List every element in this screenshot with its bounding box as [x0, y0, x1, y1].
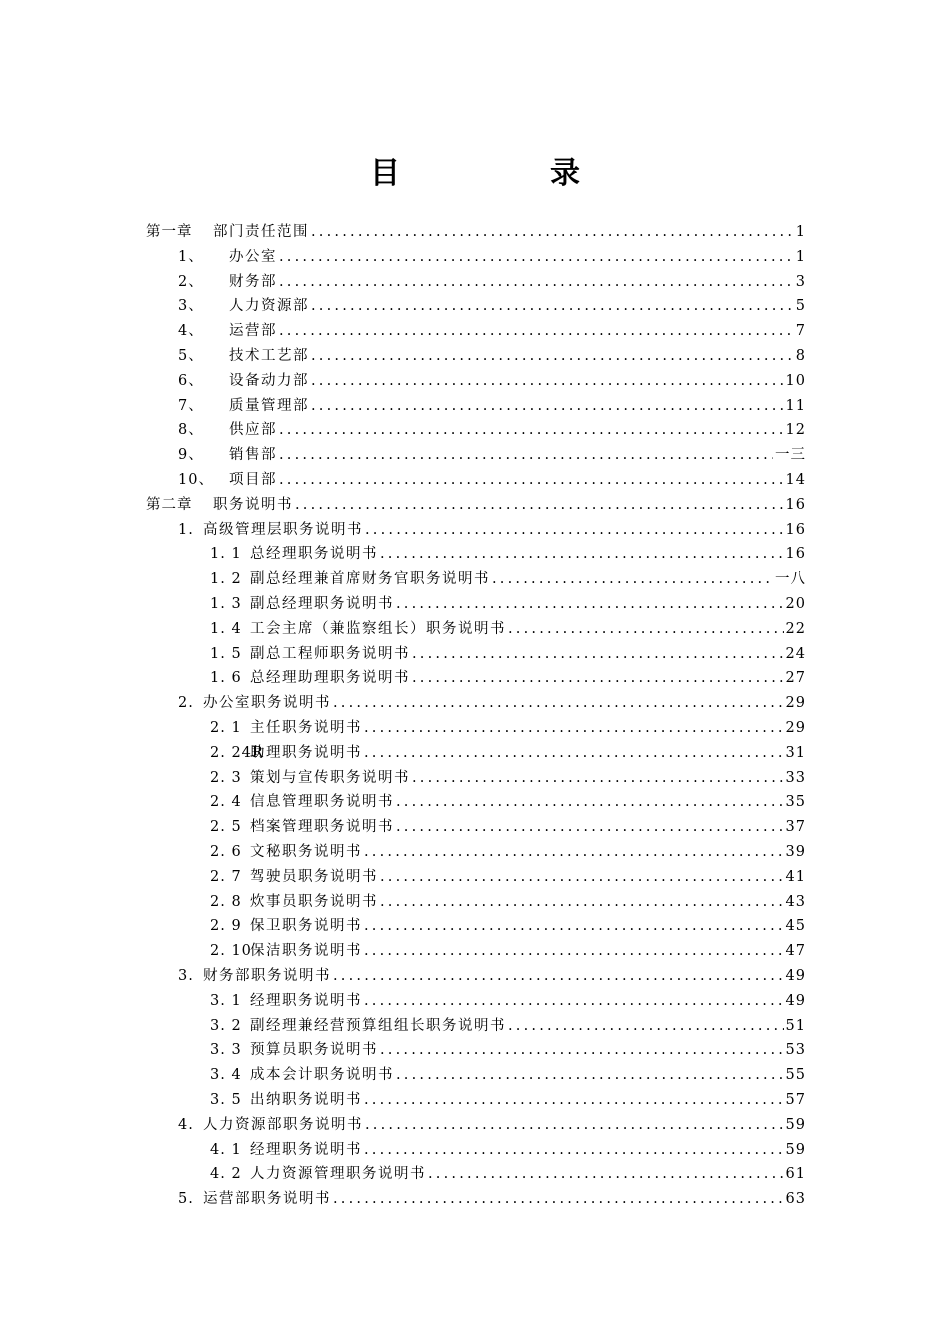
toc-entry[interactable] [0, 617, 806, 642]
toc-entry-number: 2. 5 [210, 819, 242, 836]
toc-entry-page: 一八 [775, 571, 806, 588]
toc-entry-title: 技术工艺部 [229, 348, 309, 364]
toc-dot-leader [492, 567, 773, 592]
toc-entry-page: 61 [785, 1166, 806, 1183]
toc-entry[interactable] [0, 666, 806, 691]
toc-entry-page: 55 [785, 1067, 806, 1084]
toc-entry[interactable] [0, 1138, 806, 1163]
toc-entry-page: 29 [785, 695, 806, 712]
toc-entry-title: 运营部职务说明书 [203, 1191, 331, 1208]
toc-entry[interactable] [0, 865, 806, 890]
toc-entry-page: 7 [795, 323, 806, 340]
toc-entry-number: 2. 7 [210, 868, 242, 885]
toc-entry-page: 8 [795, 348, 806, 364]
toc-entry-title: 文秘职务说明书 [250, 844, 362, 860]
toc-entry-page: 49 [785, 968, 806, 984]
toc-entry-number: 2. 1 [210, 720, 242, 736]
toc-dot-leader [412, 666, 784, 691]
toc-entry-number: 1. 2 [210, 571, 242, 588]
toc-entry-page: 16 [785, 546, 806, 563]
toc-entry-page: 14 [785, 472, 806, 488]
toc-entry-title: 办公室职务说明书 [203, 695, 331, 712]
toc-dot-leader [333, 1187, 784, 1212]
toc-entry-title: 部门责任范围 [213, 224, 309, 240]
toc-entry[interactable] [0, 1113, 806, 1138]
toc-entry-title: 策划与宣传职务说明书 [250, 769, 410, 786]
toc-entry[interactable] [0, 245, 806, 270]
toc-entry-number: 2. 9 [210, 918, 242, 935]
toc-dot-leader [279, 270, 794, 295]
toc-entry-page: 59 [785, 1116, 806, 1133]
toc-entry-page: 63 [785, 1191, 806, 1208]
toc-dot-leader [365, 518, 784, 543]
toc-entry-number: 3. 2 [210, 1017, 242, 1034]
toc-entry-page: 1 [795, 224, 806, 240]
toc-entry-title: 保卫职务说明书 [250, 918, 362, 935]
page-title: 目 录 [370, 156, 640, 191]
toc-entry[interactable] [0, 468, 806, 493]
toc-entry-page: 22 [785, 620, 806, 637]
toc-entry-page: 27 [785, 670, 806, 687]
toc-entry-title: 经理职务说明书 [250, 992, 362, 1009]
toc-entry[interactable] [0, 418, 806, 443]
toc-entry-title: 副总经理兼首席财务官职务说明书 [250, 571, 490, 588]
toc-dot-leader [295, 493, 784, 518]
toc-entry-number: 5、 [178, 348, 204, 364]
toc-entry-number: 7、 [178, 397, 204, 414]
toc-entry-title: 主任职务说明书 [250, 720, 362, 736]
toc-entry[interactable] [0, 766, 806, 791]
toc-dot-leader [333, 964, 784, 989]
toc-dot-leader [364, 939, 784, 964]
toc-dot-leader [380, 1038, 784, 1063]
toc-entry-title: 办公室 [229, 248, 277, 265]
toc-entry-title: 信息管理职务说明书 [250, 794, 394, 811]
toc-entry-number: 9、 [178, 447, 204, 464]
toc-entry[interactable] [0, 1038, 806, 1063]
toc-dot-leader [364, 1088, 784, 1113]
toc-entry-number: 3. [178, 968, 194, 984]
toc-entry-title: 质量管理部 [229, 397, 309, 414]
toc-entry[interactable] [0, 270, 806, 295]
toc-entry-number: 2. 6 [210, 844, 242, 860]
toc-dot-leader [364, 1138, 784, 1163]
toc-entry-page: 53 [785, 1042, 806, 1059]
toc-entry-number: 1. 5 [210, 645, 242, 662]
toc-dot-leader [311, 344, 794, 369]
toc-entry-title: 职务说明书 [213, 496, 293, 513]
toc-entry-page: 51 [785, 1017, 806, 1034]
toc-entry-number: 3. 1 [210, 992, 242, 1009]
toc-entry[interactable] [0, 741, 806, 766]
toc-entry[interactable] [0, 914, 806, 939]
toc-dot-leader [311, 369, 784, 394]
toc-entry-title: 总经理职务说明书 [250, 546, 378, 563]
toc-entry[interactable] [0, 493, 806, 518]
toc-dot-leader [396, 815, 784, 840]
toc-entry[interactable] [0, 691, 806, 716]
toc-dot-leader [396, 592, 784, 617]
toc-entry-title: 成本会计职务说明书 [250, 1067, 394, 1084]
toc-entry-page: 一三 [775, 447, 806, 464]
toc-entry[interactable] [0, 1187, 806, 1212]
toc-entry-number: 2. 3 [210, 769, 242, 786]
toc-entry[interactable] [0, 319, 806, 344]
toc-dot-leader [412, 642, 784, 667]
toc-entry-page: 16 [785, 496, 806, 513]
toc-entry-number: 1. 1 [210, 546, 242, 563]
toc-entry[interactable] [0, 294, 806, 319]
toc-dot-leader [311, 394, 784, 419]
toc-entry-number: 5. [178, 1191, 194, 1208]
toc-entry-page: 1 [795, 248, 806, 265]
toc-entry-page: 37 [785, 819, 806, 836]
toc-entry[interactable] [0, 989, 806, 1014]
toc-entry-page: 49 [785, 992, 806, 1009]
toc-entry-number: 1. 3 [210, 596, 242, 612]
toc-entry-page: 24 [785, 645, 806, 662]
toc-entry-title: 预算员职务说明书 [250, 1042, 378, 1059]
toc-entry-number: 1、 [178, 248, 204, 265]
toc-entry-number: 3、 [178, 298, 204, 315]
toc-entry-number: 第二章 [146, 496, 193, 513]
toc-entry-number: 2. 24R [210, 744, 264, 761]
toc-dot-leader [279, 319, 794, 344]
toc-entry-page: 47 [785, 943, 806, 960]
toc-entry[interactable] [0, 592, 806, 617]
toc-entry-title: 人力资源部职务说明书 [203, 1116, 363, 1133]
toc-dot-leader [396, 1063, 784, 1088]
toc-entry-title: 炊事员职务说明书 [250, 893, 378, 910]
toc-entry-title: 运营部 [229, 323, 277, 340]
toc-entry[interactable] [0, 790, 806, 815]
toc-entry-title: 副总经理职务说明书 [250, 596, 394, 612]
toc-entry-page: 20 [785, 596, 806, 612]
toc-entry[interactable] [0, 443, 806, 468]
toc-entry-number: 1. [178, 521, 194, 538]
toc-entry-title: 财务部 [229, 273, 277, 290]
toc-dot-leader [279, 443, 773, 468]
toc-entry[interactable] [0, 1014, 806, 1039]
toc-entry[interactable] [0, 344, 806, 369]
toc-entry-title: 总经理助理职务说明书 [250, 670, 410, 687]
toc-dot-leader [279, 468, 784, 493]
toc-entry-title: 人力资源管理职务说明书 [250, 1166, 426, 1183]
toc-entry-title: 高级管理层职务说明书 [203, 521, 363, 538]
toc-entry-title: 财务部职务说明书 [203, 968, 331, 984]
toc-dot-leader [412, 766, 784, 791]
toc-entry-number: 4. 2 [210, 1166, 242, 1183]
toc-entry-number: 2. [178, 695, 194, 712]
toc-dot-leader [311, 294, 794, 319]
toc-dot-leader [311, 220, 794, 245]
toc-dot-leader [380, 542, 784, 567]
toc-entry-page: 41 [785, 868, 806, 885]
toc-entry-page: 57 [785, 1092, 806, 1108]
toc-dot-leader [364, 914, 784, 939]
toc-entry-number: 2. 4 [210, 794, 242, 811]
toc-entry[interactable] [0, 716, 806, 741]
toc-entry-page: 12 [785, 422, 806, 439]
toc-entry-number: 1. 4 [210, 620, 242, 637]
toc-entry-title: 设备动力部 [229, 372, 309, 389]
toc-entry-page: 5 [795, 298, 806, 315]
toc-dot-leader [364, 840, 784, 865]
toc-entry-title: 经理职务说明书 [250, 1141, 362, 1158]
toc-dot-leader [365, 1113, 784, 1138]
toc-entry-number: 2、 [178, 273, 204, 290]
toc-entry-title: 供应部 [229, 422, 277, 439]
toc-entry-title: 人力资源部 [229, 298, 309, 315]
toc-entry-page: 10 [785, 372, 806, 389]
toc-entry-number: 2. 8 [210, 893, 242, 910]
toc-entry[interactable] [0, 642, 806, 667]
toc-entry[interactable] [0, 567, 806, 592]
toc-entry-title: 副总工程师职务说明书 [250, 645, 410, 662]
toc-entry-page: 45 [785, 918, 806, 935]
toc-entry-title: 助理职务说明书 [250, 744, 362, 761]
toc-dot-leader [396, 790, 784, 815]
toc-entry-page: 31 [785, 744, 806, 761]
toc-entry-number: 6、 [178, 372, 204, 389]
toc-dot-leader [364, 741, 784, 766]
toc-entry-title: 销售部 [229, 447, 277, 464]
toc-dot-leader [364, 716, 784, 741]
toc-entry[interactable] [0, 518, 806, 543]
toc-entry-page: 16 [785, 521, 806, 538]
toc-entry[interactable] [0, 890, 806, 915]
toc-entry-page: 3 [795, 273, 806, 290]
toc-dot-leader [279, 418, 784, 443]
toc-entry[interactable] [0, 939, 806, 964]
toc-entry-title: 项目部 [229, 472, 277, 488]
toc-dot-leader [364, 989, 784, 1014]
toc-entry-page: 59 [785, 1141, 806, 1158]
toc-entry-page: 33 [785, 769, 806, 786]
toc-entry-page: 39 [785, 844, 806, 860]
toc-dot-leader [508, 1014, 784, 1039]
toc-entry-number: 3. 3 [210, 1042, 242, 1059]
toc-entry[interactable] [0, 840, 806, 865]
toc-entry-page: 35 [785, 794, 806, 811]
toc-dot-leader [428, 1162, 784, 1187]
toc-dot-leader [508, 617, 784, 642]
toc-entry[interactable] [0, 1162, 806, 1187]
toc-entry[interactable] [0, 394, 806, 419]
toc-entry-number: 2. 10 [210, 943, 252, 960]
toc-entry-number: 4. 1 [210, 1141, 242, 1158]
toc-entry-number: 1. 6 [210, 670, 242, 687]
toc-entry[interactable] [0, 542, 806, 567]
toc-entry[interactable] [0, 369, 806, 394]
toc-entry-number: 4. [178, 1116, 194, 1133]
toc-entry-title: 档案管理职务说明书 [250, 819, 394, 836]
toc-entry-number: 8、 [178, 422, 204, 439]
toc-entry-title: 保洁职务说明书 [250, 943, 362, 960]
toc-entry-number: 10、 [178, 472, 214, 488]
toc-entry-title: 工会主席（兼监察组长）职务说明书 [250, 620, 506, 637]
toc-entry[interactable] [0, 964, 806, 989]
toc-entry[interactable] [0, 1088, 806, 1113]
toc-entry[interactable] [0, 1063, 806, 1088]
toc-entry-number: 4、 [178, 323, 204, 340]
toc-dot-leader [380, 865, 784, 890]
toc-entry[interactable] [0, 815, 806, 840]
toc-entry-page: 11 [785, 397, 806, 414]
toc-entry-title: 出纳职务说明书 [250, 1092, 362, 1108]
toc-dot-leader [279, 245, 794, 270]
toc-entry-page: 43 [785, 893, 806, 910]
toc-entry-page: 29 [785, 720, 806, 736]
toc-entry-title: 副经理兼经营预算组组长职务说明书 [250, 1017, 506, 1034]
toc-entry-number: 3. 5 [210, 1092, 242, 1108]
toc-entry-title: 驾驶员职务说明书 [250, 868, 378, 885]
toc-dot-leader [333, 691, 784, 716]
toc-entry[interactable] [0, 220, 806, 245]
toc-entry-number: 第一章 [146, 224, 193, 240]
toc-dot-leader [380, 890, 784, 915]
toc-entry-number: 3. 4 [210, 1067, 242, 1084]
